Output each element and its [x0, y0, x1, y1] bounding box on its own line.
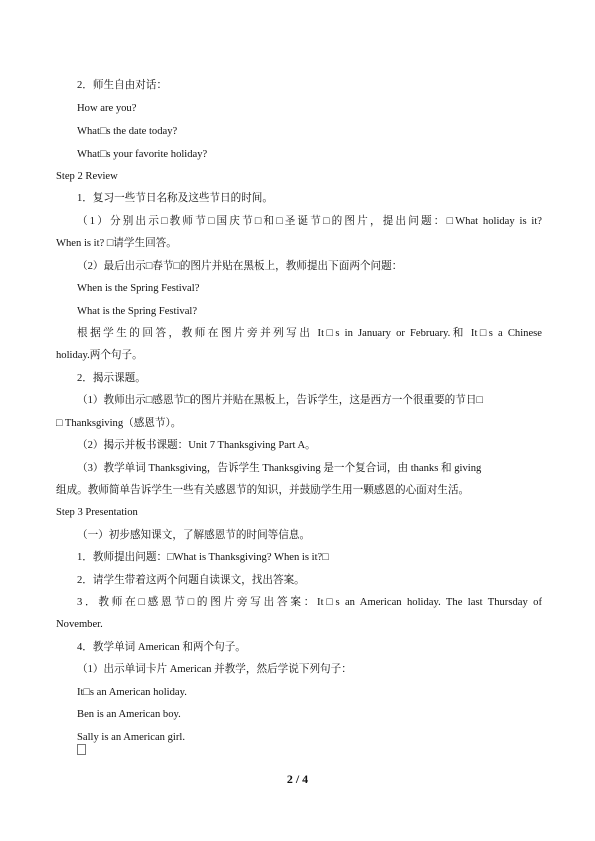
step-heading-presentation: Step 3 Presentation [56, 507, 138, 518]
example-sentence: What is the Spring Festival? [77, 306, 198, 317]
dialogue-heading: 2．师生自由对话： [77, 80, 168, 91]
paragraph-line: （3）教学单词 Thanksgiving，告诉学生 Thanksgiving 是一个复合词，由 thanks 和 giving [77, 463, 482, 474]
example-sentence: Ben is an American boy. [77, 709, 181, 720]
example-sentence: Sally is an American girl. [77, 732, 185, 743]
paragraph-line: November. [56, 619, 103, 630]
paragraph-line: 2．请学生带着这两个问题自读课文，找出答案。 [77, 575, 305, 586]
paragraph-line: holiday.两个句子。 [56, 350, 143, 361]
paragraph-line: □ Thanksgiving（感恩节）。 [56, 418, 182, 429]
step-heading-review: Step 2 Review [56, 171, 118, 182]
placeholder-box-icon [77, 744, 86, 755]
paragraph-line: （一）初步感知课文，了解感恩节的时间等信息。 [77, 530, 311, 541]
paragraph-line: 根据学生的回答，教师在图片旁并列写出 It□s in January or February.和 It□s a Chinese [77, 328, 542, 339]
paragraph-line: （2）最后出示□春节□的图片并贴在黑板上，教师提出下面两个问题： [77, 261, 403, 272]
paragraph-line: 1．教师提出问题：□What is Thanksgiving? When is it?□ [77, 552, 329, 563]
paragraph-line: （1）教师出示□感恩节□的图片并贴在黑板上，告诉学生，这是西方一个很重要的节日□ [77, 395, 483, 406]
page-number: 2 / 4 [286, 772, 309, 786]
paragraph-line: 1．复习一些节日名称及这些节日的时间。 [77, 193, 273, 204]
paragraph-line: When is it? □请学生回答。 [56, 238, 177, 249]
paragraph-line: 4．教学单词 American 和两个句子。 [77, 642, 246, 653]
example-sentence: When is the Spring Festival? [77, 283, 200, 294]
paragraph-line: 2．揭示课题。 [77, 373, 146, 384]
example-sentence: It□s an American holiday. [77, 687, 187, 698]
paragraph-line: 组成。教师简单告诉学生一些有关感恩节的知识，并鼓励学生用一颗感恩的心面对生活。 [56, 485, 470, 496]
paragraph-line: 3．教师在□感恩节□的图片旁写出答案：It□s an American holiday. The last Thursday of [77, 597, 542, 608]
paragraph-line: （1）出示单词卡片 American 并教学，然后学说下列句子： [77, 664, 352, 675]
dialogue-line: What□s the date today? [77, 126, 178, 137]
paragraph-line: （1）分别出示□教师节□国庆节□和□圣诞节□的图片，提出问题：□What holiday is it? [77, 216, 542, 227]
dialogue-line: What□s your favorite holiday? [77, 149, 208, 160]
dialogue-line: How are you? [77, 103, 137, 114]
paragraph-line: （2）揭示并板书课题：Unit 7 Thanksgiving Part A。 [77, 440, 316, 451]
